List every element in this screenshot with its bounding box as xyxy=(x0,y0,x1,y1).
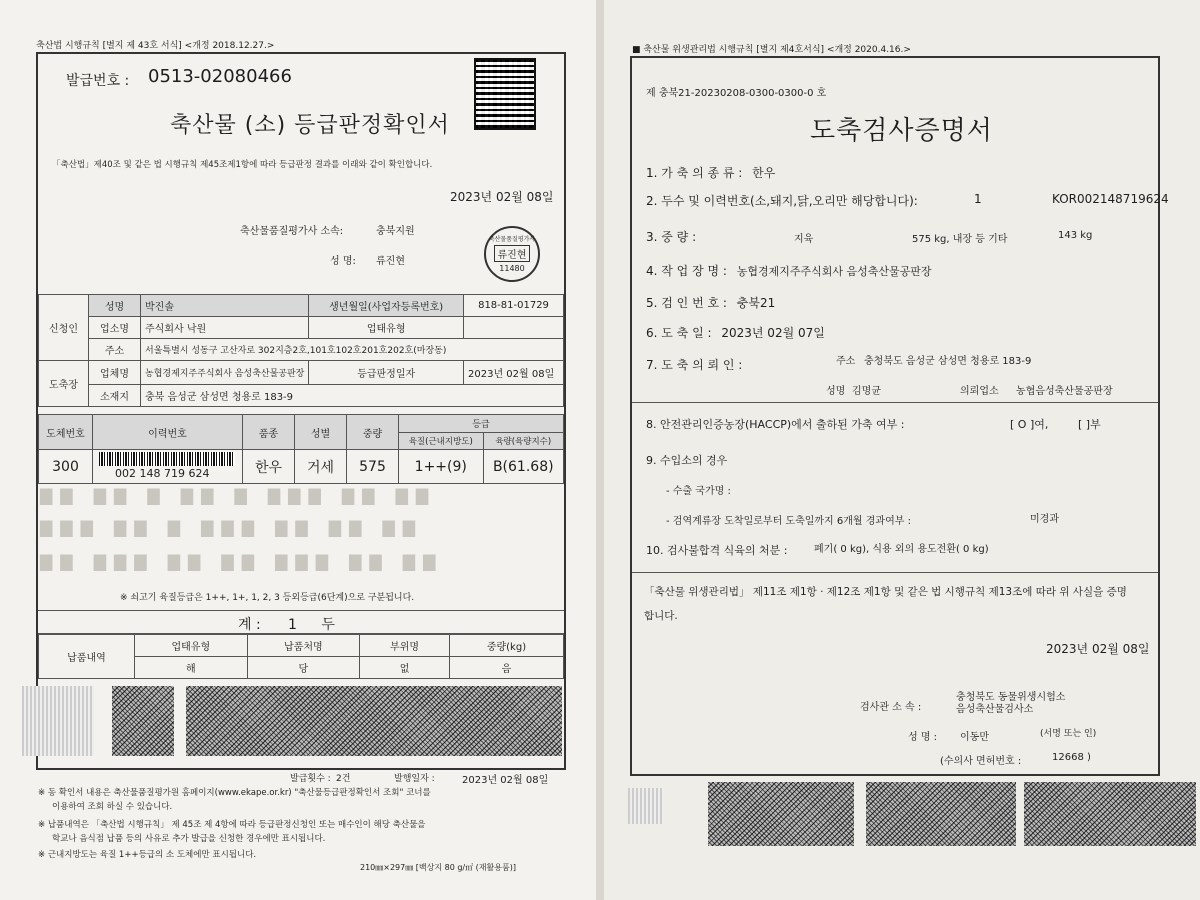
grade-date-label: 등급판정일자 xyxy=(309,361,464,385)
import-period-value: 미경과 xyxy=(1030,514,1059,525)
security-pattern xyxy=(628,788,664,824)
item-2-count: 1 xyxy=(974,192,982,206)
inspector-affil-label: 검사관 소 속 : xyxy=(860,702,922,713)
item-6 xyxy=(646,324,825,341)
applicant-section: 신청인 xyxy=(39,295,89,361)
applicant-birth-label: 생년월일(사업자등록번호) xyxy=(309,295,464,317)
requester-biz-label: 의뢰업소 xyxy=(960,386,999,397)
slaughterhouse-loc-label: 소재지 xyxy=(89,385,141,407)
issue-no: 0513-02080466 xyxy=(148,66,292,87)
delivery-col3: 부위명 xyxy=(360,635,450,657)
inspector-affil-1: 충청북도 동물위생시험소 xyxy=(956,692,1066,703)
slaughterhouse-loc: 충북 음성군 삼성면 청용로 183-9 xyxy=(141,385,564,407)
grader-name: 류진현 xyxy=(376,256,405,267)
applicant-addr: 서울특별시 성동구 고산자로 302지층2호,101호102호201호202호(마장동) xyxy=(141,339,564,361)
total-label: 계 : xyxy=(238,617,261,633)
issue-count-label: 발급횟수 : xyxy=(290,774,331,784)
divider xyxy=(632,402,1158,403)
applicant-name: 박진솔 xyxy=(141,295,309,317)
applicant-biz-label: 업소명 xyxy=(89,317,141,339)
item-6-label: 6. 도 축 일 : xyxy=(646,326,712,340)
applicant-biz: 주식회사 낙원 xyxy=(141,317,309,339)
applicant-addr-label: 주소 xyxy=(89,339,141,361)
header-trace-no: 이력번호 xyxy=(93,415,243,450)
item-5-value: 충북21 xyxy=(736,296,776,310)
delivery-table xyxy=(38,634,564,679)
disposal-label: 10. 검사불합격 식육의 처분 : xyxy=(646,544,788,557)
item-3-carcass: 지육 xyxy=(794,234,814,245)
note-1: ※ 동 확인서 내용은 축산물품질평가원 홈페이지(www.ekape.or.kr) "축산물등급판정확인서 조회" 코너를 xyxy=(38,788,431,798)
grader-name-label: 성 명: xyxy=(330,256,356,267)
note-2: 이용하여 조회 하실 수 있습니다. xyxy=(52,802,173,812)
header-weight: 중량 xyxy=(347,415,399,450)
delivery-col4: 중량(kg) xyxy=(449,635,563,657)
issue-date-label: 발행일자 : xyxy=(394,774,435,784)
cell-grade-yield: B(61.68) xyxy=(483,450,563,484)
note-5: ※ 근내지방도는 육질 1++등급의 소 도체에만 표시됩니다. xyxy=(38,850,257,860)
grade-footnote: ※ 쇠고기 육질등급은 1++, 1+, 1, 2, 3 등외등급(6단계)으로 구분됩니다. xyxy=(120,593,415,603)
disposal-value: 폐기( 0 kg), 식용 외의 용도전환( 0 kg) xyxy=(814,544,989,555)
total-row xyxy=(38,610,564,634)
item-3 xyxy=(646,228,1093,245)
item-4-label: 4. 작 업 장 명 : xyxy=(646,264,727,278)
watermark-line: ▇▇▇ ▇▇ ▇ ▇▇▇ ▇▇ ▇▇ ▇▇ xyxy=(40,518,424,537)
item-7 xyxy=(646,356,1032,373)
qr-code-icon xyxy=(474,58,536,130)
header-sex: 성별 xyxy=(295,415,347,450)
security-pattern xyxy=(112,686,174,756)
import-period: - 검역계류장 도착일로부터 도축일까지 6개월 경과여부 : xyxy=(666,516,911,527)
security-pattern xyxy=(708,782,854,846)
license-no: 12668 ) xyxy=(1052,752,1091,763)
item-1-value: 한우 xyxy=(752,166,776,180)
total-value: 1 두 xyxy=(288,617,345,633)
header-grade: 등급 xyxy=(399,415,564,433)
item-2 xyxy=(646,192,1169,209)
issue-count: 2건 xyxy=(336,774,351,784)
security-pattern xyxy=(22,686,94,756)
inspector-name-label: 성 명 : xyxy=(908,732,938,743)
stamp-top: 축산물품질평가사 xyxy=(488,236,536,243)
law-text-1: 「축산물 위생관리법」 제11조 제1항 · 제12조 제1항 및 같은 법 시행규칙 제13조에 따라 위 사실을 증명 xyxy=(644,586,1127,598)
cell-weight: 575 xyxy=(347,450,399,484)
certificate-title: 도축검사증명서 xyxy=(810,116,993,146)
header-grade-meat: 육질(근내지방도) xyxy=(399,433,484,450)
note-4: 학교나 음식점 납품 등의 사유로 추가 발급을 신청한 경우에만 표시됩니다. xyxy=(52,834,326,844)
item-3-weight: 575 kg, 내장 등 기타 xyxy=(912,234,1008,245)
inspector-name: 이동만 xyxy=(960,732,989,743)
form-note: ■ 축산물 위생관리법 시행규칙 [별지 제4호서식] <개정 2020.4.16.> xyxy=(632,45,911,55)
item-4 xyxy=(646,262,932,279)
delivery-none-1: 해 xyxy=(135,657,248,679)
import-label: 9. 수입소의 경우 xyxy=(646,454,728,467)
requester-name: 김명균 xyxy=(852,386,881,397)
applicant-table xyxy=(38,294,564,407)
item-6-value: 2023년 02월 07일 xyxy=(721,326,825,340)
watermark-line: ▇▇ ▇▇ ▇ ▇▇ ▇ ▇▇▇ ▇▇ ▇▇ xyxy=(40,486,437,505)
stamp-mid: 류진현 xyxy=(494,245,530,262)
applicant-name-label: 성명 xyxy=(89,295,141,317)
item-3-offal: 143 kg xyxy=(1058,230,1093,241)
slaughterhouse-section: 도축장 xyxy=(39,361,89,407)
delivery-none-4: 음 xyxy=(449,657,563,679)
grader-affil: 충북지원 xyxy=(376,226,415,237)
inspector-affil-2: 음성축산물검사소 xyxy=(956,704,1034,715)
item-2-trace: KOR002148719624 xyxy=(1052,192,1169,206)
header-breed: 품종 xyxy=(243,415,295,450)
item-1-label: 1. 가 축 의 종 류 : xyxy=(646,166,743,180)
cell-carcass-no: 300 xyxy=(39,450,93,484)
law-text-2: 합니다. xyxy=(644,610,678,622)
barcode-icon xyxy=(99,452,235,466)
delivery-col2: 납품처명 xyxy=(247,635,360,657)
form-note: 축산법 시행규칙 [별지 제 43호 서식] <개정 2018.12.27.> xyxy=(36,41,275,51)
issue-no-label: 발급번호 : xyxy=(66,73,130,89)
certificate-title: 축산물 (소) 등급판정확인서 xyxy=(170,113,450,138)
cell-breed: 한우 xyxy=(243,450,295,484)
haccp-label: 8. 안전관리인증농장(HACCP)에서 출하된 가축 여부 : xyxy=(646,418,905,431)
paper-spec: 210㎜×297㎜ [백상지 80 g/㎡ (재활용품)] xyxy=(360,863,516,872)
carcass-table xyxy=(38,414,564,484)
note-3: ※ 납품내역은 「축산법 시행규칙」 제 45조 제 4항에 따라 등급판정신청인 또는 매수인이 해당 축산물을 xyxy=(38,820,426,830)
grade-date: 2023년 02월 08일 xyxy=(464,361,564,385)
grader-affil-label: 축산물품질평가사 소속: xyxy=(240,226,344,237)
requester-biz: 농협음성축산물공판장 xyxy=(1016,386,1113,397)
security-pattern xyxy=(866,782,1016,846)
header-grade-yield: 육량(육량지수) xyxy=(483,433,563,450)
haccp-no: [ ]부 xyxy=(1078,418,1101,431)
item-2-label: 2. 두수 및 이력번호(소,돼지,닭,오리만 해당합니다): xyxy=(646,194,918,208)
issue-date: 2023년 02월 08일 xyxy=(462,775,549,786)
item-7-label: 7. 도 축 의 뢰 인 : xyxy=(646,358,743,372)
trace-no-text: 002 148 719 624 xyxy=(115,467,210,480)
issue-date-top: 2023년 02월 08일 xyxy=(450,190,554,204)
divider xyxy=(632,572,1158,573)
security-pattern xyxy=(1024,782,1196,846)
slaughterhouse-biz-label: 업체명 xyxy=(89,361,141,385)
inspector-sign: (서명 또는 인) xyxy=(1040,729,1097,739)
security-pattern xyxy=(186,686,562,756)
header-carcass-no: 도체번호 xyxy=(39,415,93,450)
item-5 xyxy=(646,294,775,311)
haccp-yes: [ O ]여, xyxy=(1010,418,1049,431)
cert-no: 제 충북21-20230208-0300-0300-0 호 xyxy=(646,88,827,99)
item-1 xyxy=(646,164,775,181)
delivery-none-3: 없 xyxy=(360,657,450,679)
cell-trace-no xyxy=(93,450,243,484)
import-country: - 수출 국가명 : xyxy=(666,486,731,497)
applicant-biz-type xyxy=(464,317,564,339)
item-4-value: 농협경제지주주식회사 음성축산물공판장 xyxy=(736,265,932,278)
cell-sex: 거세 xyxy=(295,450,347,484)
intro-text: 「축산법」제40조 및 같은 법 시행규칙 제45조제1항에 따라 등급판정 결과를 이래와 같이 확인합니다. xyxy=(52,160,433,170)
stamp-num: 11480 xyxy=(499,264,525,273)
license-label: (수의사 면허번호 : xyxy=(940,756,1022,767)
item-3-label: 3. 중 량 : xyxy=(646,230,697,244)
certificate-date: 2023년 02월 08일 xyxy=(1046,642,1150,656)
item-5-label: 5. 검 인 번 호 : xyxy=(646,296,727,310)
applicant-biz-type-label: 업태유형 xyxy=(309,317,464,339)
slaughter-inspection-sheet xyxy=(604,0,1200,900)
grader-seal-stamp xyxy=(484,226,540,282)
cell-grade-meat: 1++(9) xyxy=(399,450,484,484)
delivery-label: 납품내역 xyxy=(39,635,135,679)
slaughterhouse-biz: 농협경제지주주식회사 음성축산물공판장 xyxy=(141,361,309,385)
applicant-birth: 818-81-01729 xyxy=(464,295,564,317)
item-7-addr-label: 주소 xyxy=(836,356,856,367)
delivery-col1: 업태유형 xyxy=(135,635,248,657)
delivery-none-2: 당 xyxy=(247,657,360,679)
item-7-addr: 충청북도 음성군 삼성면 청용로 183-9 xyxy=(864,356,1032,367)
grade-certificate-sheet xyxy=(0,0,596,900)
requester-name-label: 성명 xyxy=(826,386,846,397)
watermark-line: ▇▇ ▇▇▇ ▇▇ ▇▇ ▇▇▇ ▇▇ ▇▇ xyxy=(40,552,444,571)
